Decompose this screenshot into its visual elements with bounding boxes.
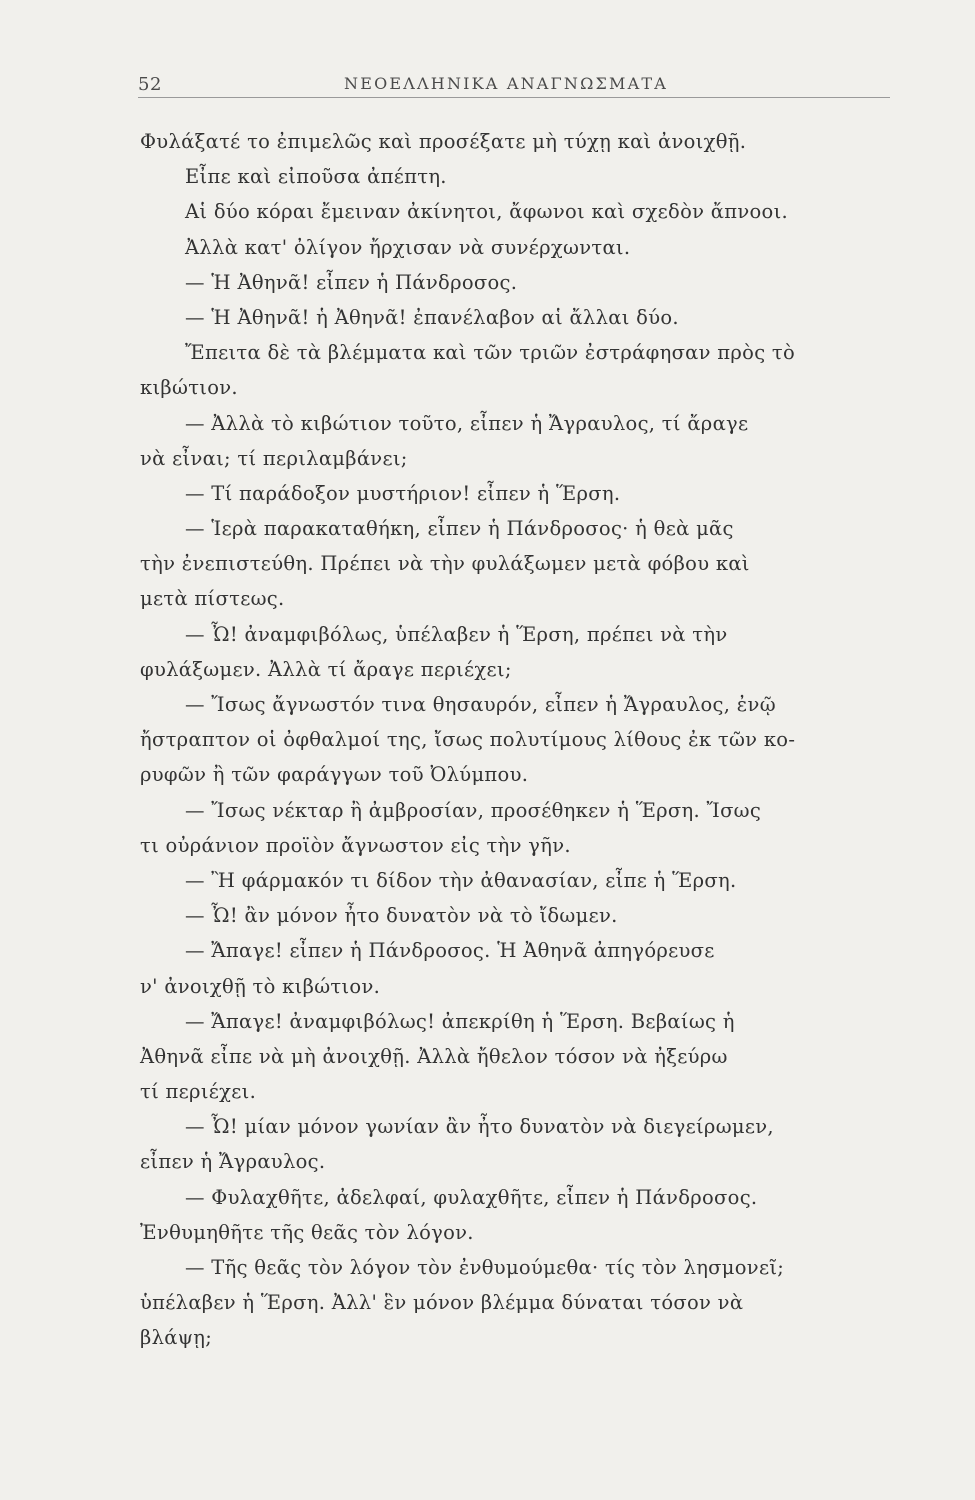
text-line: νὰ εἶναι; τί περιλαμβάνει; <box>140 446 408 470</box>
text-line: ὑπέλαβεν ἡ Ἕρση. Ἀλλ' ἓν μόνον βλέμμα δύναται τόσον νὰ <box>140 1291 744 1315</box>
text-line: — Τί παράδοξον μυστήριον! εἶπεν ἡ Ἕρση. <box>185 481 621 505</box>
text-line: Ἐνθυμηθῆτε τῆς θεᾶς τὸν λόγον. <box>140 1220 474 1244</box>
text-line: ν' ἀνοιχθῇ τὸ κιβώτιον. <box>140 974 381 998</box>
text-line: — Ἀλλὰ τὸ κιβώτιον τοῦτο, εἶπεν ἡ Ἄγραυλος, τί ἄραγε <box>185 411 749 435</box>
text-line: — Τῆς θεᾶς τὸν λόγον τὸν ἐνθυμούμεθα· τίς τὸν λησμονεῖ; <box>185 1256 785 1279</box>
text-line: ἤστραπτον οἱ ὀφθαλμοί της, ἴσως πολυτίμους λίθους ἐκ τῶν κο- <box>140 728 796 752</box>
text-line: — Ἴσως ἄγνωστόν τινα θησαυρόν, εἶπεν ἡ Ἄγραυλος, ἐνῷ <box>185 693 776 716</box>
text-line: — Ἄπαγε! εἶπεν ἡ Πάνδροσος. Ἡ Ἀθηνᾶ ἀπηγόρευσε <box>185 939 715 963</box>
text-line: Φυλάξατέ το ἐπιμελῶς καὶ προσέξατε μὴ τύχῃ καὶ ἀνοιχθῇ. <box>140 130 747 153</box>
body-text <box>140 124 892 1356</box>
header-rule <box>138 97 890 98</box>
text-line: — Ἡ Ἀθηνᾶ! εἶπεν ἡ Πάνδροσος. <box>185 270 518 294</box>
running-title: ΝΕΟΕΛΛΗΝΙΚΑ ΑΝΑΓΝΩΣΜΑΤΑ <box>344 74 669 93</box>
text-line: — Ὦ! ἀναμφιβόλως, ὑπέλαβεν ἡ Ἕρση, πρέπει νὰ τὴν <box>185 622 728 646</box>
text-line: — Ἱερὰ παρακαταθήκη, εἶπεν ἡ Πάνδροσος· ἡ θεὰ μᾶς <box>185 517 734 541</box>
page-header <box>138 72 890 102</box>
text-line: φυλάξωμεν. Ἀλλὰ τί ἄραγε περιέχει; <box>140 657 512 681</box>
text-line: κιβώτιον. <box>140 376 238 400</box>
text-line: — Ἴσως νέκταρ ἢ ἀμβροσίαν, προσέθηκεν ἡ Ἕρση. Ἴσως <box>185 798 762 822</box>
text-line: βλάψῃ; <box>140 1326 213 1350</box>
text-line: τι οὐράνιον προϊὸν ἄγνωστον εἰς τὴν γῆν. <box>140 833 571 857</box>
text-line: ρυφῶν ἢ τῶν φαράγγων τοῦ Ὀλύμπου. <box>140 763 529 787</box>
text-line: — Ἢ φάρμακόν τι δίδον τὴν ἀθανασίαν, εἶπε ἡ Ἕρση. <box>185 868 737 892</box>
text-line: — Ὦ! ἂν μόνον ἦτο δυνατὸν νὰ τὸ ἴδωμεν. <box>185 904 618 928</box>
text-line: εἶπεν ἡ Ἄγραυλος. <box>140 1150 326 1174</box>
text-line: Εἶπε καὶ εἰποῦσα ἀπέπτη. <box>185 165 447 189</box>
text-line: Ἀθηνᾶ εἶπε νὰ μὴ ἀνοιχθῇ. Ἀλλὰ ἤθελον τόσον νὰ ἠξεύρω <box>140 1044 728 1068</box>
text-line: — Ἄπαγε! ἀναμφιβόλως! ἀπεκρίθη ἡ Ἕρση. Βεβαίως ἡ <box>185 1009 735 1033</box>
text-line: — Φυλαχθῆτε, ἀδελφαί, φυλαχθῆτε, εἶπεν ἡ Πάνδροσος. <box>185 1185 758 1209</box>
text-line: Ἀλλὰ κατ' ὀλίγον ἤρχισαν νὰ συνέρχωνται. <box>185 235 631 259</box>
text-line: τὴν ἐνεπιστεύθη. Πρέπει νὰ τὴν φυλάξωμεν μετὰ φόβου καὶ <box>140 552 750 576</box>
text-line: Ἔπειτα δὲ τὰ βλέμματα καὶ τῶν τριῶν ἐστράφησαν πρὸς τὸ <box>185 341 796 365</box>
text-line: — Ἡ Ἀθηνᾶ! ἡ Ἀθηνᾶ! ἐπανέλαβον αἱ ἄλλαι δύο. <box>185 305 679 329</box>
text-line: — Ὦ! μίαν μόνον γωνίαν ἂν ἦτο δυνατὸν νὰ διεγείρωμεν, <box>185 1115 774 1139</box>
page-number: 52 <box>138 74 162 95</box>
text-line: τί περιέχει. <box>140 1080 257 1104</box>
text-line: μετὰ πίστεως. <box>140 587 285 611</box>
text-line: Αἱ δύο κόραι ἔμειναν ἀκίνητοι, ἄφωνοι καὶ σχεδὸν ἄπνοοι. <box>185 200 789 224</box>
